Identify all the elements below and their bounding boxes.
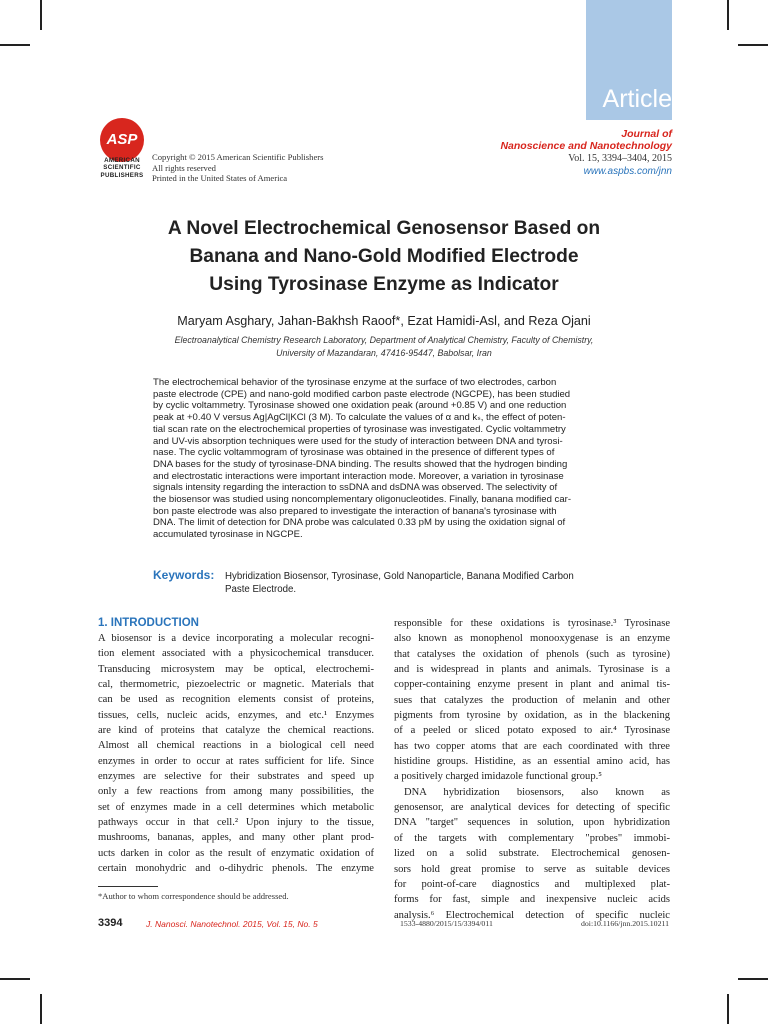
crop-mark <box>40 994 42 1024</box>
crop-mark <box>727 0 729 30</box>
journal-block <box>500 128 672 178</box>
body-line: a positively charged imidazole functional group.⁵ <box>394 771 602 783</box>
footnote-rule <box>98 886 158 887</box>
doi[interactable]: doi:10.1166/jnn.2015.10211 <box>580 919 669 928</box>
journal-name: Nanoscience and Nanotechnology <box>500 140 672 153</box>
body-line: sues that catalyzes the production of melanin and other <box>394 694 670 706</box>
body-line: DNA "target" sequences in solution, upon hybridization <box>394 817 670 829</box>
body-line: histidine groups. Histidine, as an essential amino acid, has <box>394 756 670 768</box>
body-line: are kind of proteins that catalyze the chemical reactions. <box>98 725 374 737</box>
body-line: A biosensor is a device incorporating a molecular recogni- <box>98 633 374 644</box>
abstract-line: tial scan rate on the electrochemical properties of tyrosinase was investigated. Cyclic voltammetry <box>153 423 566 435</box>
article-tab-label: Article <box>602 85 672 113</box>
abstract-line: and electrostatic interactions were important interaction mode. Moreover, a variation in tyrosinase <box>153 470 564 482</box>
abstract-line: the biosensor was studied using noncomplementary oligonucleotides. Finally, banana modified car- <box>153 494 572 506</box>
body-line: ucts darken in color as the result of enzymatic oxidation of <box>98 847 374 859</box>
body-line: Almost all chemical reactions in a biological cell need <box>98 740 374 752</box>
publisher-logo-name: AMERICAN SCIENTIFIC PUBLISHERS <box>100 157 144 179</box>
journal-name: Journal of <box>621 128 672 140</box>
abstract-line: accumulated tyrosinase in NGCPE. <box>153 529 303 541</box>
body-line: enzymes are selective for their substrates and speed up <box>98 771 374 783</box>
body-line: responsible for these oxidations is tyrosinase.³ Tyrosinase <box>394 618 670 629</box>
body-line: mushrooms, bananas, apples, and many other plant prod- <box>98 832 374 844</box>
keywords-text: Paste Electrode. <box>225 584 297 595</box>
keywords-label: Keywords: <box>153 568 215 582</box>
crop-mark <box>40 0 42 30</box>
body-line: lized on a solid substrate. Electrochemical genosen- <box>394 848 670 860</box>
abstract-line: bon paste electrode was also prepared to investigate the interaction of banana's tyrosinase with <box>153 505 557 517</box>
abstract-line: and UV-vis absorption techniques were used for the study of interaction between DNA and tyrosi- <box>153 435 563 447</box>
journal-reference: J. Nanosci. Nanotechnol. 2015, Vol. 15, No. 5 <box>146 919 318 929</box>
body-line: that catalyses the oxidation of phenols (such as tyrosine) <box>394 648 670 660</box>
keywords-text: Hybridization Biosensor, Tyrosinase, Gold Nanoparticle, Banana Modified Carbon <box>225 571 574 582</box>
crop-mark <box>738 978 768 980</box>
body-line: has two copper atoms that are each coordinated with three <box>394 740 670 752</box>
abstract-line: nase. The cyclic voltammogram of tyrosinase was obtained in the presence of different types of <box>153 447 555 459</box>
body-line: and is widespread in plants and animals. Tyrosinase is a <box>394 664 670 676</box>
section-heading: 1. INTRODUCTION <box>98 617 199 629</box>
author-list: Maryam Asghary, Jahan-Bakhsh Raoof*, Ezat Hamidi-Asl, and Reza Ojani <box>177 314 591 328</box>
abstract-line: DNA. The limit of detection for DNA probe was calculated 0.33 pM by using the oxidation signal of <box>153 517 566 529</box>
abstract-line: signals intensity regarding the interaction to ssDNA and dsDNA was observed. The selectivity of <box>153 482 558 494</box>
body-column-right <box>394 616 670 923</box>
body-line: sors hold great promise to serve as suitable devices <box>394 863 670 875</box>
issn: 1533-4880/2015/15/3394/011 <box>400 919 493 928</box>
crop-mark <box>0 978 30 980</box>
abstract-line: The electrochemical behavior of the tyrosinase enzyme at the surface of two electrodes, carbon <box>153 377 557 388</box>
body-line: enzymes in order to occur at rates sufficient for life. Since <box>98 755 374 767</box>
body-line: only a few reactions from among many possibilities, the <box>98 786 374 798</box>
body-line: also known as monophenol monooxygenase is an enzyme <box>394 633 670 645</box>
body-line: copper-containing enzyme present in plant and animal tis- <box>394 679 670 691</box>
article-title: A Novel Electrochemical Genosensor Based on Banana and Nano-Gold Modified Electrode Using Tyrosinase Enzyme as Indicator <box>167 218 601 295</box>
affiliation: Electroanalytical Chemistry Research Laboratory, Department of Analytical Chemistry, Faculty of Chemistry, University of Mazandaran, 47416-95447, Babolsar, Iran <box>174 335 594 358</box>
body-line: genosensor, are analytical devices for detecting of specific <box>394 802 670 814</box>
journal-url[interactable]: www.aspbs.com/jnn <box>583 165 672 177</box>
crop-mark <box>738 44 768 46</box>
body-line: of the targets with complementary "probes" immobi- <box>394 832 670 844</box>
body-line: pigments from tyrosine by oxidation, as in the blackening <box>394 710 670 722</box>
journal-volume: Vol. 15, 3394–3404, 2015 <box>568 152 672 164</box>
body-line: tissues, cells, nucleic acids, enzymes, and etc.¹ Enzymes <box>98 709 374 721</box>
body-line: forms for fast, simple and inexpensive nucleic acids <box>394 894 670 906</box>
publisher-logo: ASP <box>100 118 144 162</box>
body-column-left <box>98 631 374 877</box>
body-line: analysis.⁶ Electrochemical detection of specific nucleic <box>394 909 670 921</box>
crop-mark <box>727 994 729 1024</box>
abstract-line: paste electrode (CPE) and nano-gold modified carbon paste electrode (NGCPE), has been studied <box>153 388 571 400</box>
abstract-line: DNA bases for the study of tyrosinase-DNA binding. The results showed that the hydrogen binding <box>153 458 568 470</box>
body-line: cal, thermometric, piezoelectric or magnetic. Materials that <box>98 679 374 691</box>
body-line: of a peeled or sliced potato exposed to air.⁴ Tyrosinase <box>394 725 670 737</box>
page-number: 3394 <box>98 917 123 929</box>
abstract-line: peak at +0.40 V versus Ag|AgCl|KCl (3 M). To calculate the values of α and kₛ, the effect of poten- <box>153 412 566 424</box>
body-line: for point-of-care diagnostics and multiplexed plat- <box>394 878 670 890</box>
copyright-block: Copyright © 2015 American Scientific Publishers All rights reserved Printed in the United States of America <box>152 152 324 184</box>
body-line: set of enzymes made in a cell determines which metabolic <box>98 801 374 813</box>
body-line: DNA hybridization biosensors, also known as <box>404 786 670 798</box>
body-line: tion element associated with a physicochemical transducer. <box>98 648 374 660</box>
body-line: can be used as recognition elements consist of proteins, <box>98 694 374 706</box>
abstract <box>153 377 615 541</box>
footnote: *Author to whom correspondence should be addressed. <box>98 891 289 901</box>
body-line: pathways occur in that cell.² Upon injury to the tissue, <box>98 817 374 829</box>
keywords <box>153 568 574 595</box>
body-line: Transducing microsystem may be optical, electrochemi- <box>98 663 374 675</box>
abstract-line: by cyclic voltammetry. Tyrosinase showed one oxidation peak (around +0.85 V) and one reduction <box>153 400 567 412</box>
crop-mark <box>0 44 30 46</box>
body-line: certain monohydric and o-dihydric phenols. The enzyme <box>98 863 374 875</box>
